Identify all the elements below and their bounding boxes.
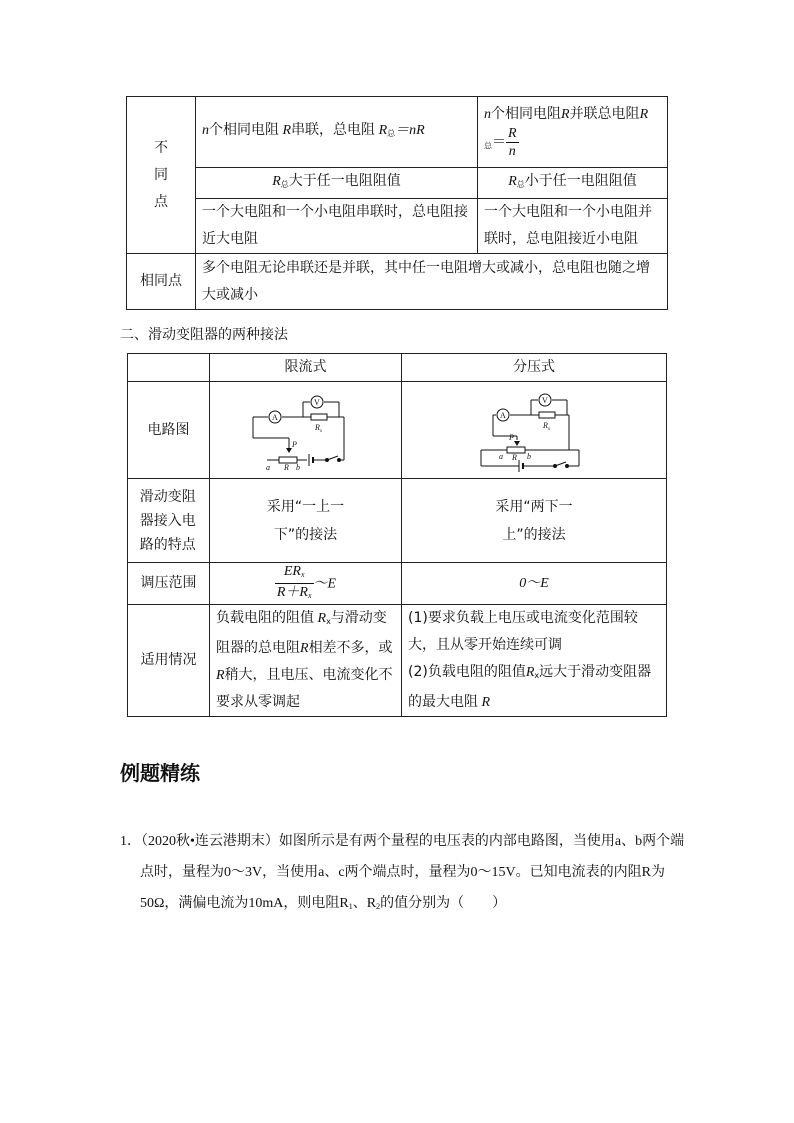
divider-apply-1: (1)要求负载上电压或电流变化范围较大，且从零开始连续可调	[408, 610, 638, 653]
resistor-comparison-table	[126, 96, 668, 310]
divider-circuit-cell	[402, 382, 667, 479]
parallel-compare-cell: $R_总$小于任一电阻阻值	[478, 168, 668, 199]
limit-feature: 采用“一上一下”的接法	[266, 498, 345, 543]
question1	[120, 826, 698, 922]
sub-total: 总	[387, 129, 396, 138]
row-range: 调压范围	[128, 563, 210, 605]
parallel-same-suffix: 并联总电阻	[569, 106, 640, 122]
limit-apply: 负载电阻的阻值 $R_x$与滑动变阻器的总电阻R相差不多，或R稍大，且电压、电流变化不要求从零调起	[210, 605, 402, 717]
series-same-suffix: 串联，总电阻	[291, 122, 376, 138]
question1-tail: 的值分别为（ ）	[380, 896, 507, 911]
col-limit: 限流式	[210, 354, 402, 382]
corner-cell	[128, 354, 210, 382]
limit-apply-1: 负载电阻的阻值	[216, 610, 314, 626]
limit-a-end-label: a	[265, 463, 270, 470]
series-compare: 大于任一电阻阻值	[288, 173, 401, 189]
row-feature	[128, 479, 210, 563]
divider-r-label: R	[512, 453, 517, 462]
parallel-compare: 小于任一电阻阻值	[524, 173, 637, 189]
divider-a-end-label: a	[499, 452, 503, 461]
divider-apply-3: 远大于滑动变阻器的最大电阻	[408, 664, 652, 710]
limit-range-fraction: $\frac{ER_x}{R+R_x}$	[276, 564, 312, 600]
divider-feature-cell	[402, 479, 667, 563]
question1-sub1: 1	[348, 902, 353, 911]
parallel-big-small: 一个大电阻和一个小电阻并联时，总电阻接近小电阻	[478, 199, 668, 254]
divider-feature: 采用“两下一上”的接法	[495, 498, 573, 543]
diff-header-cell	[127, 97, 196, 254]
limit-circuit-diagram	[251, 390, 361, 470]
row-circuit: 电路图	[128, 382, 210, 479]
question1-number: 1．	[120, 834, 141, 849]
r-over-n-fraction: $\frac{R}{n}$	[508, 126, 517, 159]
limit-apply-3: 相差不多，或	[308, 640, 393, 656]
limit-circuit-cell	[210, 382, 402, 479]
limit-p-label: P	[291, 440, 297, 449]
diff-header: 不同点	[154, 139, 168, 210]
limit-range-tail: ～E	[313, 576, 337, 592]
parallel-same-cell: n个相同电阻R并联总电阻R $_总$＝ $\frac{R}{n}$	[478, 97, 668, 168]
limit-a-label: A	[271, 413, 278, 422]
divider-range: 0～E	[402, 563, 667, 605]
divider-v-label: V	[542, 396, 548, 405]
limit-feature-cell	[210, 479, 402, 563]
sub-total-3: 总	[280, 180, 289, 189]
limit-r-label: R	[283, 463, 289, 470]
row-apply: 适用情况	[128, 605, 210, 717]
divider-a-label: A	[500, 411, 506, 420]
divider-rx-label: $R_x$	[543, 421, 551, 432]
series-same-prefix: 个相同电阻	[209, 122, 279, 138]
sub-total-2: 总	[484, 141, 492, 151]
series-compare-cell: $R_总$大于任一电阻阻值	[196, 168, 478, 199]
question1-text: 如图所示是有两个量程的电压表的内部电路图，当使用a、b两个端点时，量程为0～3V，当使用a、c两个端点时，量程为0～15V。已知电流表的内阻R为50Ω，满偏电流为10mA，则电阻R	[140, 834, 685, 911]
question1-sub2: 2	[376, 902, 381, 911]
limit-apply-4: 稍大，且电压、电流变化不要求从零调起	[216, 667, 393, 710]
section2-title: 二、滑动变阻器的两种接法	[120, 327, 288, 343]
divider-p-label: P	[509, 433, 514, 442]
divider-b-label: b	[527, 452, 531, 461]
sub-total-4: 总	[516, 180, 525, 189]
divider-apply: (1)要求负载上电压或电流变化范围较大，且从零开始连续可调 (2)负载电阻的阻值$R_x$远大于滑动变阻器的最大电阻 R	[402, 605, 667, 717]
limit-rx-label: $R_x$	[314, 423, 322, 434]
rheostat-table	[127, 353, 667, 717]
section3-title: 例题精练	[120, 761, 200, 785]
series-formula: ＝nR	[395, 123, 425, 138]
row-feature-text: 滑动变阻器接入电路的特点	[139, 488, 196, 553]
question1-source: （2020秋•连云港期末）	[141, 834, 279, 849]
limit-range-cell	[210, 563, 402, 605]
divider-circuit-diagram	[479, 388, 589, 472]
same-text: 多个电阻无论串联还是并联，其中任一电阻增大或减小，总电阻也随之增大或减小	[196, 254, 668, 310]
series-same-cell: n个相同电阻 R串联，总电阻 $R_总=nR$	[196, 97, 478, 168]
limit-apply-2: 与滑动变阻器的总电阻	[216, 610, 387, 656]
limit-b-label: b	[295, 463, 300, 470]
series-big-small: 一个大电阻和一个小电阻串联时，总电阻接近大电阻	[196, 199, 478, 254]
same-header: 相同点	[127, 254, 196, 310]
limit-v-label: V	[313, 398, 320, 407]
divider-apply-2: (2)负载电阻的阻值	[408, 664, 526, 680]
col-divider: 分压式	[402, 354, 667, 382]
parallel-same-prefix: 个相同电阻	[491, 106, 561, 122]
question1-sep: 、R	[352, 896, 377, 911]
